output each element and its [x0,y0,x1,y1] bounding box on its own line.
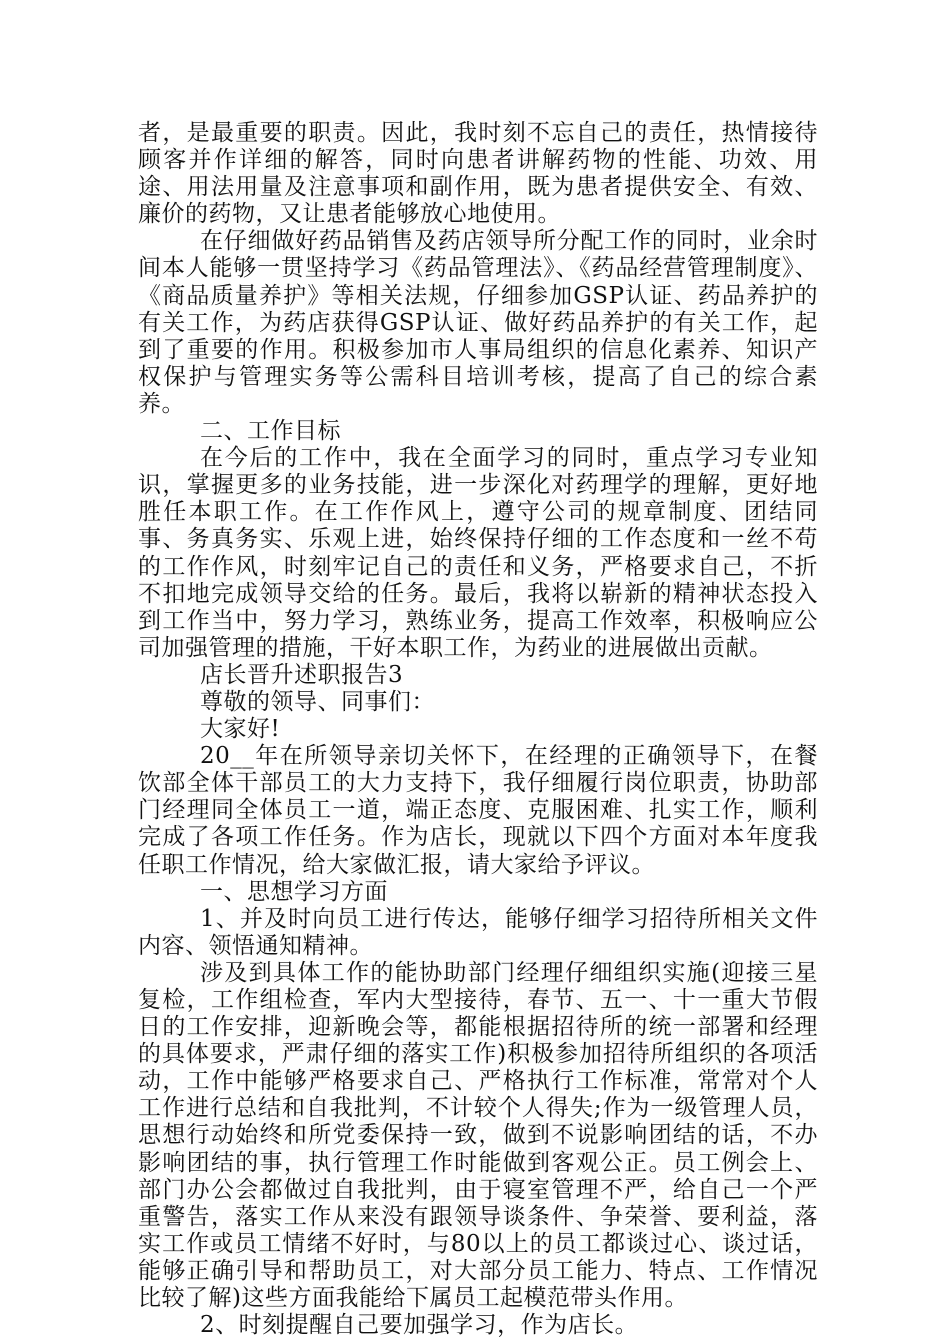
document-page [138,120,818,1339]
salutation: 尊敬的领导、同事们： [200,688,435,715]
heading-ideology-study: 一、思想学习方面 [200,878,388,905]
paragraph-item-1: 1、并及时向员工进行传达，能够仔细学习招待所相关文件内容、领悟通知精神。 [138,905,818,959]
paragraph-duty-intro: 者，是最重要的职责。因此，我时刻不忘自己的责任，热情接待顾客并作详细的解答，同时向患者讲解药物的性能、功效、用途、用法用量及注意事项和副作用，既为患者提供安全、有效、廉价的药物，又让患者能够放心地使用。 [138,120,818,228]
paragraph-regulations-study: 在仔细做好药品销售及药店领导所分配工作的同时，业余时间本人能够一贯坚持学习《药品管理法》、《药品经营管理制度》、《商品质量养护》等相关法规，仔细参加GSP认证、药品养护的有关工作，为药店获得GSP认证、做好药品养护的有关工作，起到了重要的作用。积极参加市人事局组织的信息化素养、知识产权保护与管理实务等公需科目培训考核，提高了自己的综合素养。 [138,228,818,417]
heading-work-goals: 二、工作目标 [200,418,341,445]
report-title: 店长晋升述职报告3 [200,661,404,688]
greeting: 大家好! [200,716,281,743]
paragraph-work-goals: 在今后的工作中，我在全面学习的同时，重点学习专业知识，掌握更多的业务技能，进一步深化对药理学的理解，更好地胜任本职工作。在工作作风上，遵守公司的规章制度、团结同事、务真务实、乐观上进，始终保持仔细的工作态度和一丝不苟的工作作风，时刻牢记自己的责任和义务，严格要求自己，不折不扣地完成领导交给的任务。最后，我将以崭新的精神状态投入到工作当中，努力学习，熟练业务，提高工作效率，积极响应公司加强管理的措施，干好本职工作，为药业的进展做出贡献。 [138,445,818,661]
paragraph-year-summary: 20__年在所领导亲切关怀下，在经理的正确领导下，在餐饮部全体干部员工的大力支持下，我仔细履行岗位职责，协助部门经理同全体员工一道，端正态度、克服困难、扎实工作，顺利完成了各项工作任务。作为店长，现就以下四个方面对本年度我任职工作情况，给大家做汇报，请大家给予评议。 [138,743,818,878]
paragraph-item-2: 2、时刻提醒自己要加强学习，作为店长。 [200,1312,639,1339]
paragraph-specific-work: 涉及到具体工作的能协助部门经理仔细组织实施(迎接三星复检，工作组检查，军内大型接待，春节、五一、十一重大节假日的工作安排，迎新晚会等，都能根据招待所的统一部署和经理的具体要求，严肃仔细的落实工作)积极参加招待所组织的各项活动，工作中能够严格要求自己、严格执行工作标准，常常对个人工作进行总结和自我批判，不计较个人得失;作为一级管理人员，思想行动始终和所党委保持一致，做到不说影响团结的话，不办影响团结的事，执行管理工作时能做到客观公正。员工例会上、部门办公会都做过自我批判，由于寝室管理不严，给自己一个严重警告，落实工作从来没有跟领导谈条件、争荣誉、要利益，落实工作或员工情绪不好时，与80以上的员工都谈过心、谈过话，能够正确引导和帮助员工，对大部分员工能力、特点、工作情况比较了解)这些方面我能给下属员工起模范带头作用。 [138,959,818,1312]
